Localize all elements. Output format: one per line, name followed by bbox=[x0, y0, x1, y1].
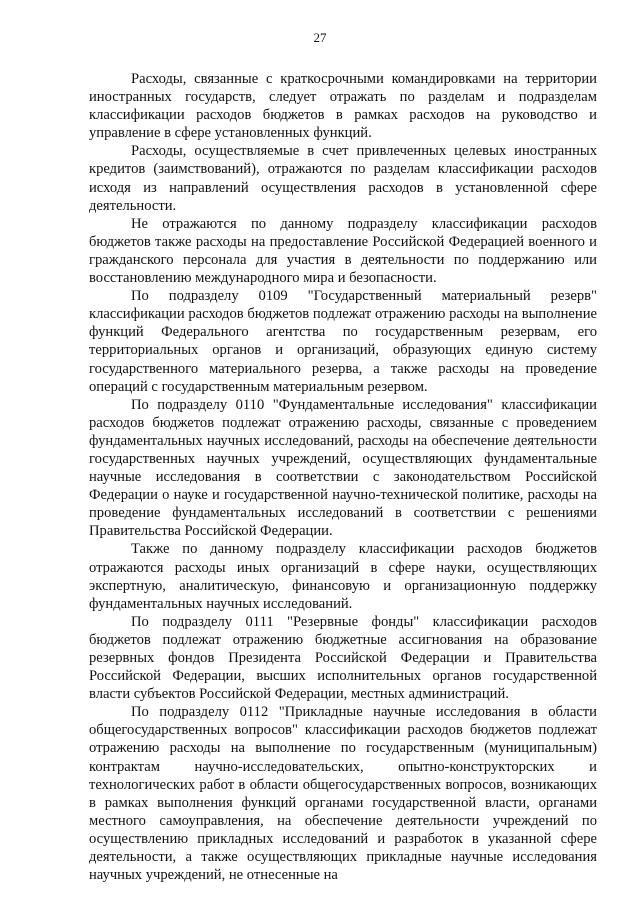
page-number: 27 bbox=[313, 30, 327, 45]
paragraph: Расходы, связанные с краткосрочными командировками на территории иностранных государств, следует отражать по разделам и подразделам классификации расходов бюджетов в рамках расходов на руководство и управление в сфере установленных функций. bbox=[89, 71, 597, 142]
paragraph: По подразделу 0109 "Государственный материальный резерв" классификации расходов бюджетов подлежат отражению расходы на выполнение функций Федерального агентства по государственным резервам, его территориальных органов и организаций, образующих единую систему государственного материального резерва, а также расходы на проведение операций с государственным материальным резервом. bbox=[89, 288, 597, 395]
paragraph: Расходы, осуществляемые в счет привлеченных целевых иностранных кредитов (заимствований), отражаются по разделам классификации расходов исходя из направлений осуществления расходов в установленной сфере деятельности. bbox=[89, 143, 597, 214]
paragraph: Также по данному подразделу классификации расходов бюджетов отражаются расходы иных организаций в сфере науки, осуществляющих экспертную, аналитическую, финансовую и организационную поддержку фундаментальных научных исследований. bbox=[89, 541, 597, 612]
paragraph: По подразделу 0110 "Фундаментальные исследования" классификации расходов бюджетов подлежат отражению расходы, связанные с проведением фундаментальных научных исследований, расходы на обеспечение деятельности государственных научных учреждений, осуществляющих фундаментальные научные исследования в соответствии с законодательством Российской Федерации о науке и государственной научно-технической политике, расходы на проведение фундаментальных исследований в соответствии с решениями Правительства Российской Федерации. bbox=[89, 396, 597, 540]
document-body bbox=[89, 70, 597, 884]
paragraph: По подразделу 0111 "Резервные фонды" классификации расходов бюджетов подлежат отражению бюджетные ассигнования на образование резервных фондов Президента Российской Федерации и Правительства Российской Федерации, высших исполнительных органов государственной власти субъектов Российской Федерации, местных администраций. bbox=[89, 613, 597, 703]
paragraph: Не отражаются по данному подразделу классификации расходов бюджетов также расходы на предоставление Российской Федерацией военного и гражданского персонала для участия в деятельности по поддержанию или восстановлению международного мира и безопасности. bbox=[89, 215, 597, 287]
paragraph: По подразделу 0112 "Прикладные научные исследования в области общегосударственных вопросов" классификации расходов бюджетов подлежат отражению расходы на выполнение по государственным (муниципальным) контрактам научно-исследовательских, опытно-конструкторских и технологических работ в области общегосударственных вопросов, возникающих в рамках выполнения функций органами государственной власти, органами местного самоуправления, на обеспечение деятельности учреждений по осуществлению прикладных исследований и разработок в указанной сфере деятельности, а также осуществляющих прикладные научные исследования научных учреждений, не отнесенные на bbox=[89, 704, 597, 884]
